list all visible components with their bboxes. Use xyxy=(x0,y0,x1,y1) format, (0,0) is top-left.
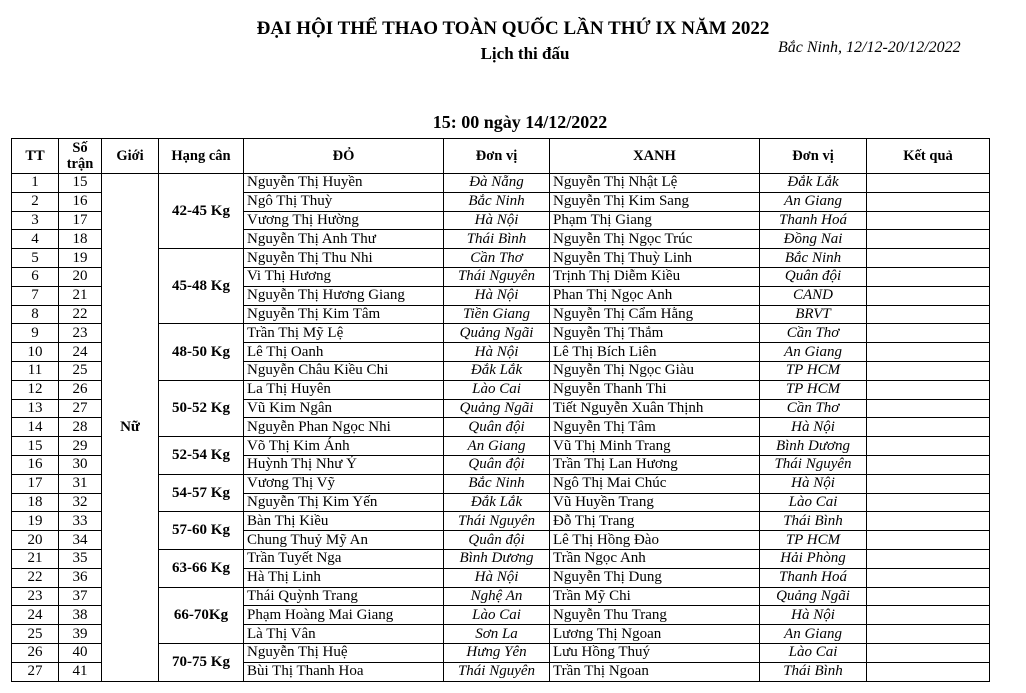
col-red: ĐỎ xyxy=(244,139,444,174)
match-no-cell: 15 xyxy=(59,174,102,193)
blue-unit: Hà Nội xyxy=(760,418,867,437)
match-no-cell: 24 xyxy=(59,343,102,362)
red-athlete: Thái Quỳnh Trang xyxy=(244,587,444,606)
blue-athlete: Vũ Huyền Trang xyxy=(550,493,760,512)
blue-unit: Đồng Nai xyxy=(760,230,867,249)
result-cell xyxy=(867,531,990,550)
match-no-cell: 18 xyxy=(59,230,102,249)
red-unit: Lào Cai xyxy=(444,380,550,399)
red-unit: An Giang xyxy=(444,437,550,456)
result-cell xyxy=(867,493,990,512)
col-blue-unit: Đơn vị xyxy=(760,139,867,174)
red-unit: Thái Bình xyxy=(444,230,550,249)
result-cell xyxy=(867,568,990,587)
table-row xyxy=(12,249,990,268)
result-cell xyxy=(867,192,990,211)
result-cell xyxy=(867,343,990,362)
blue-unit: TP HCM xyxy=(760,361,867,380)
blue-unit: Thái Bình xyxy=(760,662,867,681)
result-cell xyxy=(867,587,990,606)
col-gender: Giới xyxy=(102,139,159,174)
tt-cell: 7 xyxy=(12,286,59,305)
tt-cell: 6 xyxy=(12,267,59,286)
red-unit: Hà Nội xyxy=(444,286,550,305)
blue-athlete: Vũ Thị Minh Trang xyxy=(550,437,760,456)
red-athlete: Hà Thị Linh xyxy=(244,568,444,587)
tt-cell: 3 xyxy=(12,211,59,230)
result-cell xyxy=(867,361,990,380)
red-unit: Nghệ An xyxy=(444,587,550,606)
red-unit: Đắk Lắk xyxy=(444,493,550,512)
match-no-cell: 25 xyxy=(59,361,102,380)
tt-cell: 5 xyxy=(12,249,59,268)
weight-class-cell: 52-54 Kg xyxy=(159,437,244,475)
blue-unit: Lào Cai xyxy=(760,643,867,662)
match-no-cell: 17 xyxy=(59,211,102,230)
result-cell xyxy=(867,230,990,249)
blue-unit: Lào Cai xyxy=(760,493,867,512)
result-cell xyxy=(867,174,990,193)
red-unit: Quảng Ngãi xyxy=(444,324,550,343)
match-no-cell: 34 xyxy=(59,531,102,550)
red-unit: Hưng Yên xyxy=(444,643,550,662)
tt-cell: 9 xyxy=(12,324,59,343)
col-blue: XANH xyxy=(550,139,760,174)
match-no-cell: 38 xyxy=(59,606,102,625)
red-athlete: Nguyễn Châu Kiều Chi xyxy=(244,361,444,380)
weight-class-cell: 50-52 Kg xyxy=(159,380,244,436)
table-row xyxy=(12,587,990,606)
weight-class-cell: 66-70Kg xyxy=(159,587,244,643)
blue-unit: BRVT xyxy=(760,305,867,324)
col-red-unit: Đơn vị xyxy=(444,139,550,174)
result-cell xyxy=(867,267,990,286)
tt-cell: 17 xyxy=(12,474,59,493)
result-cell xyxy=(867,324,990,343)
table-row xyxy=(12,512,990,531)
result-cell xyxy=(867,455,990,474)
match-no-cell: 36 xyxy=(59,568,102,587)
red-athlete: Nguyễn Thị Huyền xyxy=(244,174,444,193)
match-no-cell: 30 xyxy=(59,455,102,474)
blue-athlete: Trần Mỹ Chi xyxy=(550,587,760,606)
weight-class-cell: 48-50 Kg xyxy=(159,324,244,380)
table-row xyxy=(12,437,990,456)
red-unit: Bình Dương xyxy=(444,549,550,568)
blue-unit: Quân đội xyxy=(760,267,867,286)
tt-cell: 18 xyxy=(12,493,59,512)
red-unit: Đà Nẵng xyxy=(444,174,550,193)
col-result: Kết quả xyxy=(867,139,990,174)
red-athlete: Bàn Thị Kiều xyxy=(244,512,444,531)
red-athlete: Nguyễn Thị Hương Giang xyxy=(244,286,444,305)
blue-unit: Thái Nguyên xyxy=(760,455,867,474)
blue-athlete: Nguyễn Thị Dung xyxy=(550,568,760,587)
result-cell xyxy=(867,380,990,399)
document-subtitle: Lịch thi đấu xyxy=(480,44,570,63)
red-athlete: Vũ Kim Ngân xyxy=(244,399,444,418)
blue-unit: Đắk Lắk xyxy=(760,174,867,193)
tt-cell: 25 xyxy=(12,625,59,644)
result-cell xyxy=(867,625,990,644)
red-unit: Bắc Ninh xyxy=(444,474,550,493)
match-no-cell: 23 xyxy=(59,324,102,343)
result-cell xyxy=(867,512,990,531)
red-unit: Quân đội xyxy=(444,531,550,550)
blue-unit: Bắc Ninh xyxy=(760,249,867,268)
result-cell xyxy=(867,549,990,568)
blue-athlete: Trịnh Thị Diễm Kiều xyxy=(550,267,760,286)
tt-cell: 16 xyxy=(12,455,59,474)
blue-unit: Hà Nội xyxy=(760,606,867,625)
red-athlete: Nguyễn Phan Ngọc Nhi xyxy=(244,418,444,437)
result-cell xyxy=(867,437,990,456)
match-no-cell: 33 xyxy=(59,512,102,531)
result-cell xyxy=(867,643,990,662)
blue-athlete: Nguyễn Thị Thuỳ Linh xyxy=(550,249,760,268)
tt-cell: 21 xyxy=(12,549,59,568)
red-unit: Bắc Ninh xyxy=(444,192,550,211)
tt-cell: 22 xyxy=(12,568,59,587)
red-unit: Thái Nguyên xyxy=(444,512,550,531)
tt-cell: 26 xyxy=(12,643,59,662)
col-match-no xyxy=(59,139,102,174)
red-athlete: Vương Thị Vỹ xyxy=(244,474,444,493)
schedule-table xyxy=(11,138,990,682)
result-cell xyxy=(867,418,990,437)
red-athlete: La Thị Huyên xyxy=(244,380,444,399)
blue-athlete: Nguyễn Thu Trang xyxy=(550,606,760,625)
table-row xyxy=(12,474,990,493)
col-tt: TT xyxy=(12,139,59,174)
red-unit: Thái Nguyên xyxy=(444,267,550,286)
blue-athlete: Phan Thị Ngọc Anh xyxy=(550,286,760,305)
blue-unit: TP HCM xyxy=(760,380,867,399)
red-unit: Tiền Giang xyxy=(444,305,550,324)
blue-athlete: Lê Thị Hồng Đào xyxy=(550,531,760,550)
result-cell xyxy=(867,399,990,418)
weight-class-cell: 63-66 Kg xyxy=(159,549,244,587)
match-no-cell: 29 xyxy=(59,437,102,456)
red-unit: Lào Cai xyxy=(444,606,550,625)
red-athlete: Bùi Thị Thanh Hoa xyxy=(244,662,444,681)
result-cell xyxy=(867,662,990,681)
red-athlete: Vương Thị Hường xyxy=(244,211,444,230)
weight-class-cell: 45-48 Kg xyxy=(159,249,244,324)
match-no-cell: 19 xyxy=(59,249,102,268)
table-row xyxy=(12,324,990,343)
tt-cell: 23 xyxy=(12,587,59,606)
red-athlete: Là Thị Vân xyxy=(244,625,444,644)
tt-cell: 1 xyxy=(12,174,59,193)
col-weight-class: Hạng cân xyxy=(159,139,244,174)
red-athlete: Nguyễn Thị Anh Thư xyxy=(244,230,444,249)
blue-athlete: Đỗ Thị Trang xyxy=(550,512,760,531)
gender-cell: Nữ xyxy=(102,174,159,682)
col-match-no-line1: Số xyxy=(72,140,88,156)
blue-unit: An Giang xyxy=(760,192,867,211)
blue-unit: CAND xyxy=(760,286,867,305)
match-no-cell: 40 xyxy=(59,643,102,662)
document-title: ĐẠI HỘI THỂ THAO TOÀN QUỐC LẦN THỨ IX NĂM 2022 xyxy=(256,18,770,39)
blue-athlete: Nguyễn Thị Ngọc Giàu xyxy=(550,361,760,380)
red-unit: Cần Thơ xyxy=(444,249,550,268)
table-row xyxy=(12,643,990,662)
result-cell xyxy=(867,474,990,493)
match-no-cell: 27 xyxy=(59,399,102,418)
red-unit: Thái Nguyên xyxy=(444,662,550,681)
red-athlete: Trần Tuyết Nga xyxy=(244,549,444,568)
blue-athlete: Nguyễn Thị Cẩm Hằng xyxy=(550,305,760,324)
table-row xyxy=(12,549,990,568)
red-unit: Sơn La xyxy=(444,625,550,644)
blue-unit: Cần Thơ xyxy=(760,324,867,343)
red-athlete: Ngô Thị Thuỳ xyxy=(244,192,444,211)
tt-cell: 24 xyxy=(12,606,59,625)
blue-unit: Quảng Ngãi xyxy=(760,587,867,606)
match-no-cell: 26 xyxy=(59,380,102,399)
blue-athlete: Ngô Thị Mai Chúc xyxy=(550,474,760,493)
blue-athlete: Trần Ngọc Anh xyxy=(550,549,760,568)
blue-unit: TP HCM xyxy=(760,531,867,550)
red-athlete: Lê Thị Oanh xyxy=(244,343,444,362)
header-row xyxy=(12,139,990,174)
tt-cell: 14 xyxy=(12,418,59,437)
location-date: Bắc Ninh, 12/12-20/12/2022 xyxy=(778,39,961,56)
red-unit: Quân đội xyxy=(444,455,550,474)
red-athlete: Chung Thuỷ Mỹ An xyxy=(244,531,444,550)
blue-unit: Thanh Hoá xyxy=(760,568,867,587)
result-cell xyxy=(867,211,990,230)
match-no-cell: 35 xyxy=(59,549,102,568)
red-unit: Hà Nội xyxy=(444,211,550,230)
result-cell xyxy=(867,305,990,324)
match-no-cell: 39 xyxy=(59,625,102,644)
weight-class-cell: 70-75 Kg xyxy=(159,643,244,681)
red-athlete: Nguyễn Thị Kim Yến xyxy=(244,493,444,512)
match-no-cell: 22 xyxy=(59,305,102,324)
session-time: 15: 00 ngày 14/12/2022 xyxy=(432,112,608,132)
blue-unit: An Giang xyxy=(760,343,867,362)
match-no-cell: 31 xyxy=(59,474,102,493)
match-no-cell: 41 xyxy=(59,662,102,681)
tt-cell: 27 xyxy=(12,662,59,681)
blue-athlete: Trần Thị Ngoan xyxy=(550,662,760,681)
tt-cell: 11 xyxy=(12,361,59,380)
match-no-cell: 28 xyxy=(59,418,102,437)
blue-athlete: Lương Thị Ngoan xyxy=(550,625,760,644)
match-no-cell: 21 xyxy=(59,286,102,305)
blue-unit: Hà Nội xyxy=(760,474,867,493)
red-unit: Hà Nội xyxy=(444,568,550,587)
match-no-cell: 37 xyxy=(59,587,102,606)
red-unit: Đắk Lắk xyxy=(444,361,550,380)
red-athlete: Võ Thị Kim Ánh xyxy=(244,437,444,456)
blue-athlete: Lưu Hồng Thuý xyxy=(550,643,760,662)
blue-unit: Thanh Hoá xyxy=(760,211,867,230)
weight-class-cell: 54-57 Kg xyxy=(159,474,244,512)
red-athlete: Nguyễn Thị Huệ xyxy=(244,643,444,662)
blue-athlete: Lê Thị Bích Liên xyxy=(550,343,760,362)
blue-unit: Cần Thơ xyxy=(760,399,867,418)
tt-cell: 2 xyxy=(12,192,59,211)
red-athlete: Trần Thị Mỹ Lệ xyxy=(244,324,444,343)
result-cell xyxy=(867,249,990,268)
blue-athlete: Tiết Nguyễn Xuân Thịnh xyxy=(550,399,760,418)
blue-athlete: Nguyễn Thị Nhật Lệ xyxy=(550,174,760,193)
blue-athlete: Trần Thị Lan Hương xyxy=(550,455,760,474)
weight-class-cell: 57-60 Kg xyxy=(159,512,244,550)
result-cell xyxy=(867,286,990,305)
tt-cell: 13 xyxy=(12,399,59,418)
red-athlete: Huỳnh Thị Như Ý xyxy=(244,455,444,474)
result-cell xyxy=(867,606,990,625)
weight-class-cell: 42-45 Kg xyxy=(159,174,244,249)
red-unit: Hà Nội xyxy=(444,343,550,362)
table-row xyxy=(12,174,990,193)
blue-athlete: Phạm Thị Giang xyxy=(550,211,760,230)
col-match-no-line2: trận xyxy=(66,156,94,172)
blue-athlete: Nguyễn Thị Ngọc Trúc xyxy=(550,230,760,249)
tt-cell: 19 xyxy=(12,512,59,531)
red-athlete: Vi Thị Hương xyxy=(244,267,444,286)
blue-unit: An Giang xyxy=(760,625,867,644)
blue-athlete: Nguyễn Thị Kim Sang xyxy=(550,192,760,211)
blue-unit: Thái Bình xyxy=(760,512,867,531)
blue-unit: Bình Dương xyxy=(760,437,867,456)
blue-athlete: Nguyễn Thanh Thi xyxy=(550,380,760,399)
match-no-cell: 32 xyxy=(59,493,102,512)
blue-athlete: Nguyễn Thị Tâm xyxy=(550,418,760,437)
blue-unit: Hải Phòng xyxy=(760,549,867,568)
tt-cell: 10 xyxy=(12,343,59,362)
red-unit: Quảng Ngãi xyxy=(444,399,550,418)
red-unit: Quân đội xyxy=(444,418,550,437)
red-athlete: Nguyễn Thị Kim Tâm xyxy=(244,305,444,324)
match-no-cell: 16 xyxy=(59,192,102,211)
tt-cell: 12 xyxy=(12,380,59,399)
table-row xyxy=(12,380,990,399)
match-no-cell: 20 xyxy=(59,267,102,286)
tt-cell: 4 xyxy=(12,230,59,249)
red-athlete: Nguyễn Thị Thu Nhi xyxy=(244,249,444,268)
tt-cell: 15 xyxy=(12,437,59,456)
tt-cell: 20 xyxy=(12,531,59,550)
blue-athlete: Nguyễn Thị Thắm xyxy=(550,324,760,343)
red-athlete: Phạm Hoàng Mai Giang xyxy=(244,606,444,625)
tt-cell: 8 xyxy=(12,305,59,324)
